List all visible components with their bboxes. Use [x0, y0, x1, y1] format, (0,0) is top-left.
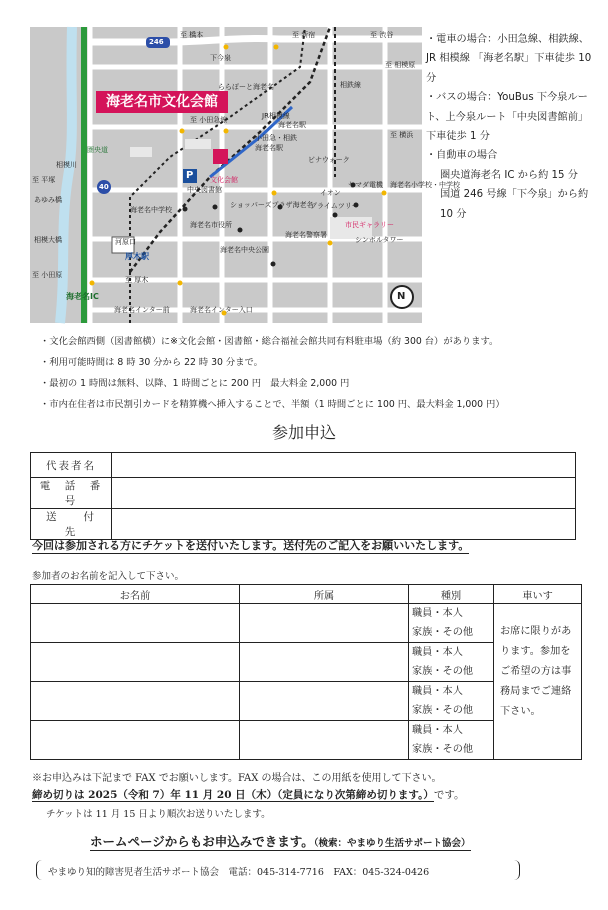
participant-affiliation-field[interactable]: [240, 682, 409, 721]
rep-name-field[interactable]: [112, 453, 576, 478]
map-label-lalaport: ららぽーと海老名: [218, 83, 274, 91]
web-apply-line: [90, 831, 471, 851]
map-label-ic-entrance: 海老名インター前: [114, 306, 170, 314]
deadline: 締め切りは 2025（令和 7）年 11 月 20 日（木）（定員になり次第締め切ります。）: [32, 789, 434, 801]
venue-title-banner: 海老名市文化会館: [96, 91, 228, 113]
map-label-shibuya: 至 渋谷: [370, 31, 394, 39]
map-label-junior-high: 海老名中学校: [130, 206, 172, 214]
map-label-ebina-station: 海老名駅: [278, 121, 306, 129]
parking-icon: P: [186, 170, 194, 181]
map-label-kenou: 圏央道: [87, 146, 108, 154]
map-label-city-hall: 海老名市役所: [190, 221, 232, 229]
representative-table: [30, 452, 576, 540]
map-label-odawara: 至 小田原: [32, 271, 63, 279]
access-car-1: 圏央道海老名 IC から約 15 分: [440, 169, 578, 181]
map-label-ayumi-bridge: あゆみ橋: [34, 196, 62, 204]
phone-label: 電 話 番 号: [31, 478, 112, 509]
type-options[interactable]: 職員・本人 家族・その他: [409, 643, 494, 682]
map-roads: [30, 27, 422, 323]
participant-name-field[interactable]: [31, 682, 240, 721]
map-label-sagamihara: 至 相模原: [385, 61, 416, 69]
type-options[interactable]: 職員・本人 家族・その他: [409, 721, 494, 760]
map-label-ic-entrance-2: 海老名インター入口: [190, 306, 253, 314]
map-label-ebina-ic: 海老名IC: [66, 292, 99, 301]
map-label-atsugi-station: 厚木駅: [125, 252, 149, 261]
ticket-note: 今回は参加される方にチケットを送付いたします。送付先のご記入をお願いいたします。: [32, 539, 470, 552]
parking-note: ・利用可能時間は 8 時 30 分から 22 時 30 分まで。: [40, 357, 263, 368]
deadline-tail: です。: [433, 789, 465, 801]
parking-notes: [40, 331, 600, 415]
access-bus: ・バスの場合：YouBus 下今泉ルート、上今泉ルート「中央図書館前」下車徒歩 1 分: [426, 92, 589, 143]
web-search: （検索：やまゆり生活サポート協会）: [313, 838, 471, 849]
contact-info: やまゆり知的障害児者生活サポート協会 電話：045-314-7716 FAX：045-324-0426: [48, 867, 430, 878]
map-label-vinawalk: ビナウォーク: [308, 156, 350, 164]
map-label-sotetsu: 相鉄線: [340, 81, 361, 89]
map-label-culture-hall: 文化会館: [210, 176, 238, 184]
map-label-school: 海老名小学校・中学校: [390, 181, 460, 189]
web-apply: ホームページからもお申込みできます。: [90, 834, 314, 849]
map-label-atsugi-town: 至 厚木: [125, 276, 149, 284]
map-label-primetree: プライムツリー: [310, 202, 359, 210]
map-label-hiratsuka: 至 平塚: [32, 176, 56, 184]
map-label-symbol-tower: シンボルタワー: [355, 236, 404, 244]
parking-note: ・市内在住者は市民割引カードを精算機へ挿入することで、半額（1 時間ごとに 100 円、最大料金 1,000 円）: [40, 399, 505, 410]
send-address-field[interactable]: [112, 509, 576, 540]
parking-note: ・最初の 1 時間は無料、以降、1 時間ごとに 200 円 最大料金 2,000 円: [40, 378, 350, 389]
header-name: お名前: [31, 585, 240, 604]
access-info: [426, 30, 598, 224]
type-options[interactable]: 職員・本人 家族・その他: [409, 604, 494, 643]
map-label-aeon: イオン: [320, 189, 341, 197]
access-map: [30, 27, 460, 323]
map-label-park: 海老名中央公園: [220, 246, 269, 254]
route-40-icon: 40: [99, 183, 109, 191]
participant-name-field[interactable]: [31, 643, 240, 682]
participant-name-field[interactable]: [31, 604, 240, 643]
header-type: 種別: [409, 585, 494, 604]
map-label-shinjuku: 至 新宿: [292, 31, 316, 39]
fax-note: ※お申込みは下記まで FAX でお願いします。FAX の場合は、この用紙を使用して下さい。: [32, 773, 442, 784]
route-246-icon: 246: [149, 38, 164, 46]
map-label-yamada: ヤマダ電機: [348, 181, 383, 189]
form-title: 参加申込: [271, 423, 336, 442]
access-car-2: 国道 246 号線「下今泉」から約 10 分: [440, 189, 589, 220]
type-options[interactable]: 職員・本人 家族・その他: [409, 682, 494, 721]
header-affiliation: 所属: [240, 585, 409, 604]
map-label-library: 中央図書館: [187, 186, 222, 194]
map-label-kawaharaguchi: 河原口: [115, 238, 136, 246]
north-arrow-icon: N: [397, 291, 406, 302]
header-wheelchair: 車いす: [494, 585, 582, 604]
participant-affiliation-field[interactable]: [240, 721, 409, 760]
map-label-shimoimaizumi: 下今泉: [210, 54, 231, 62]
rep-name-label: 代表者名: [31, 453, 112, 478]
map-label-yokohama: 至 横浜: [390, 131, 414, 139]
map-label-odakyu-sotetsu: 小田急・相鉄: [255, 134, 297, 142]
map-label-sagami-ohashi: 相模大橋: [34, 236, 62, 244]
ticket-send-note: チケットは 11 月 15 日より順次お送りいたします。: [46, 809, 271, 820]
participant-name-field[interactable]: [31, 721, 240, 760]
map-label-police: 海老名警察署: [285, 231, 327, 239]
map-label-hashimoto: 至 橋本: [180, 31, 204, 39]
table-row: [31, 604, 582, 643]
map-label-odakyu: 至 小田急線: [190, 116, 228, 124]
map-label-sagamigawa: 相模川: [56, 161, 77, 169]
map-label-shopping: ショッパーズプラザ海老名: [230, 201, 314, 209]
map-label-gallery: 市民ギャラリー: [345, 221, 394, 229]
participant-instruction: 参加者のお名前を記入して下さい。: [32, 571, 185, 582]
access-train: ・電車の場合：小田急線、相鉄線、JR 相模線 「海老名駅」下車徒歩 10 分: [426, 34, 592, 84]
phone-field[interactable]: [112, 478, 576, 509]
map-label-jr-sagami: JR相模線: [262, 112, 290, 120]
deadline-line: [32, 787, 465, 802]
participant-affiliation-field[interactable]: [240, 604, 409, 643]
access-car-head: ・自動車の場合: [426, 150, 498, 162]
map-label-ebina-eki: 海老名駅: [255, 144, 283, 152]
send-address-label: 送 付 先: [31, 509, 112, 540]
participant-affiliation-field[interactable]: [240, 643, 409, 682]
participant-table: [30, 584, 582, 760]
wheelchair-note: お席に限りがあります。参加をご希望の方は事務局までご連絡下さい。: [494, 604, 582, 760]
parking-note: ・文化会館西側（図書館横）に※文化会館・図書館・総合福祉会館共同有料駐車場（約 300 台）があります。: [40, 336, 499, 347]
